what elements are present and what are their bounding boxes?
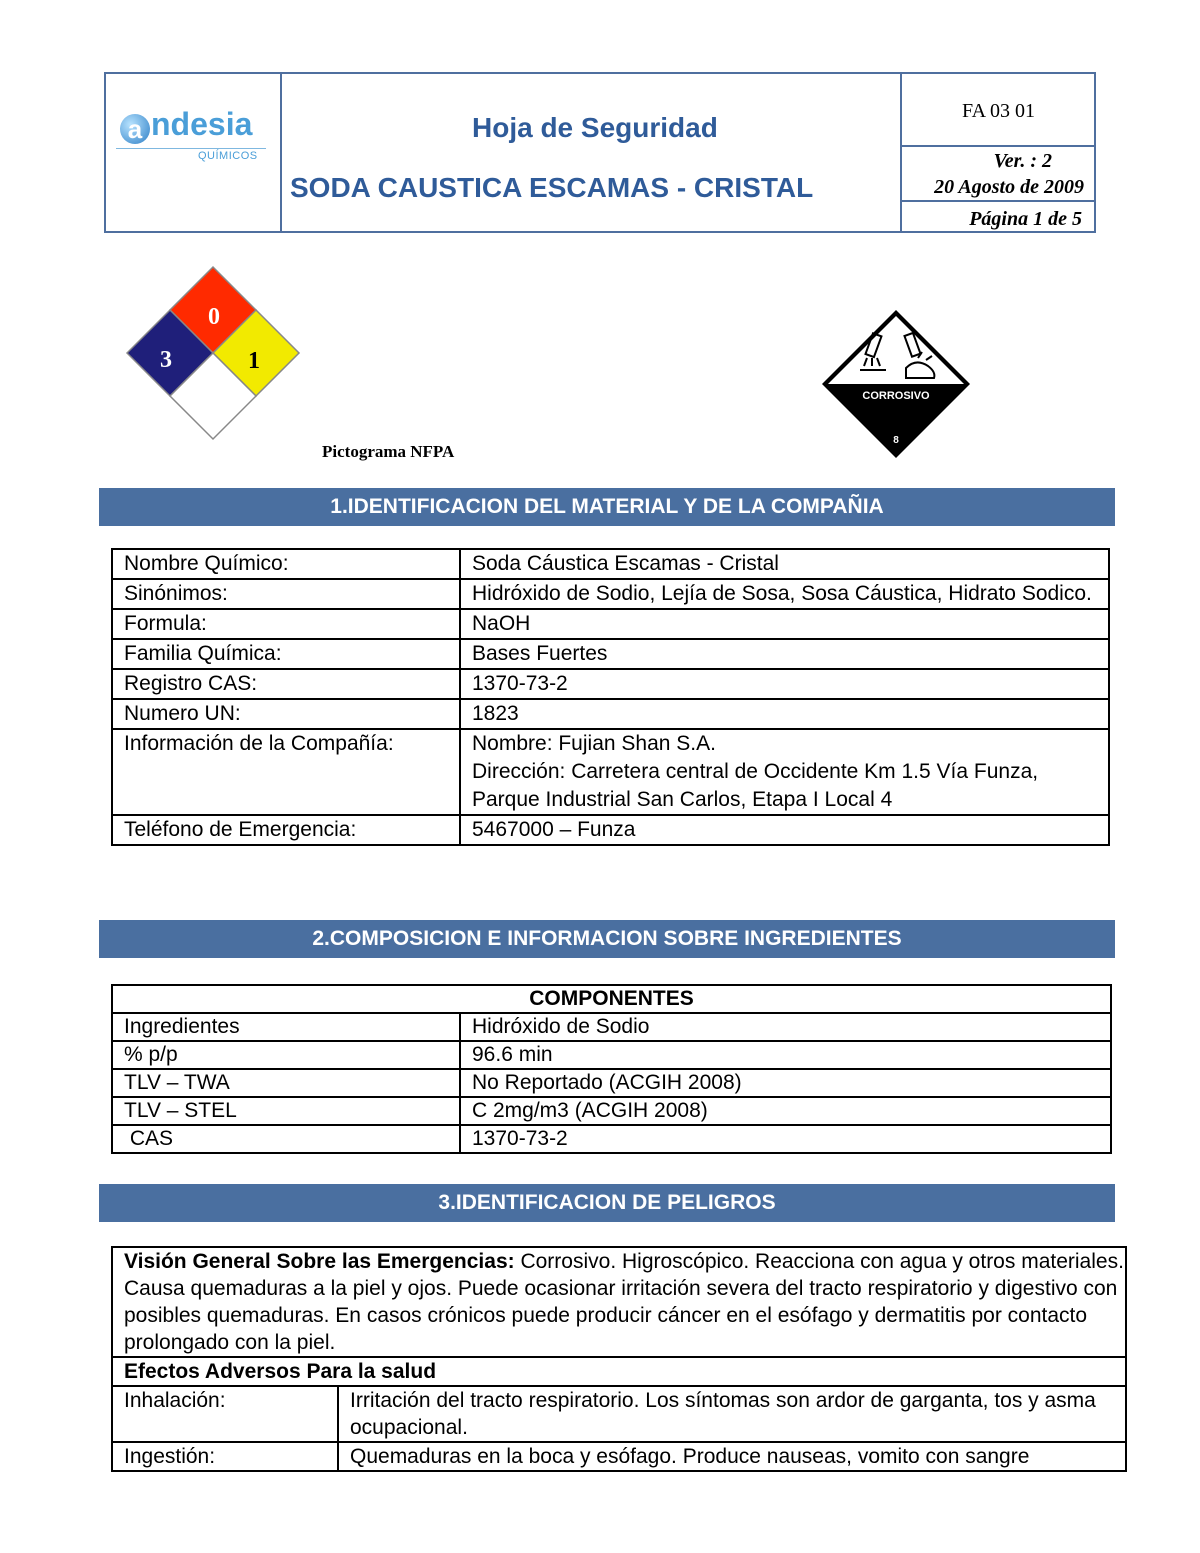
nfpa-reactivity-value: 1 [248, 348, 260, 374]
cell-value: Irritación del tracto respiratorio. Los síntomas son ardor de garganta, tos y asma ocupacional. [338, 1386, 1126, 1442]
cell-label: % p/p [112, 1041, 460, 1069]
section-2-header: 2.COMPOSICION E INFORMACION SOBRE INGREDIENTES [99, 920, 1115, 958]
cell-label: Sinónimos: [112, 579, 460, 609]
cell-value: Quemaduras en la boca y esófago. Produce nauseas, vomito con sangre [338, 1442, 1126, 1471]
page-number: Página 1 de 5 [969, 208, 1082, 230]
cell-label: Ingredientes [112, 1013, 460, 1041]
identification-table [111, 548, 1110, 846]
cell-value: Soda Cáustica Escamas - Cristal [460, 549, 1109, 579]
cell-label: Inhalación: [112, 1386, 338, 1442]
cell-value: 1370-73-2 [460, 1125, 1111, 1153]
emergency-overview-label: Visión General Sobre las Emergencias: [124, 1250, 515, 1273]
corrosive-hazard-icon [820, 308, 972, 460]
cell-value [460, 729, 1109, 815]
logo-underline [116, 148, 266, 149]
cell-value: Hidróxido de Sodio [460, 1013, 1111, 1041]
cell-label: Formula: [112, 609, 460, 639]
table-row [112, 1097, 1111, 1125]
cell-value: 1370-73-2 [460, 669, 1109, 699]
header-divider [280, 74, 282, 231]
cell-label: Numero UN: [112, 699, 460, 729]
cell-value: NaOH [460, 609, 1109, 639]
table-header-row [112, 985, 1111, 1013]
table-row [112, 579, 1109, 609]
table-row [112, 1069, 1111, 1097]
composition-table [111, 984, 1112, 1154]
table-row [112, 609, 1109, 639]
cell-label: Familia Química: [112, 639, 460, 669]
table-row [112, 1041, 1111, 1069]
table-row [112, 1386, 1126, 1442]
table-row [112, 1125, 1111, 1153]
document-title: Hoja de Seguridad [472, 112, 718, 143]
cell-value: C 2mg/m3 (ACGIH 2008) [460, 1097, 1111, 1125]
corrosive-label-text: CORROSIVO [862, 390, 930, 402]
header-divider [900, 145, 1094, 147]
table-row [112, 549, 1109, 579]
product-name: SODA CAUSTICA ESCAMAS - CRISTAL [290, 172, 814, 203]
cell-label: Ingestión: [112, 1442, 338, 1471]
table-row [112, 1013, 1111, 1041]
nfpa-diamond-icon [124, 265, 302, 443]
cell-label: CAS [112, 1125, 460, 1153]
section-1-header: 1.IDENTIFICACION DEL MATERIAL Y DE LA COMPAÑIA [99, 488, 1115, 526]
table-row [112, 1357, 1126, 1386]
health-effects-heading: Efectos Adversos Para la salud [112, 1357, 1126, 1386]
nfpa-caption: Pictograma NFPA [322, 442, 455, 461]
cell-value: Hidróxido de Sodio, Lejía de Sosa, Sosa Cáustica, Hidrato Sodico. [460, 579, 1109, 609]
hazards-table [111, 1246, 1127, 1472]
cell-value: 96.6 min [460, 1041, 1111, 1069]
header-divider [900, 200, 1094, 202]
cell-value: No Reportado (ACGIH 2008) [460, 1069, 1111, 1097]
section-3-header: 3.IDENTIFICACION DE PELIGROS [99, 1184, 1115, 1222]
header-divider [900, 74, 902, 231]
document-date: 20 Agosto de 2009 [934, 176, 1084, 198]
company-address: Dirección: Carretera central de Occidente Km 1.5 Vía Funza, [472, 760, 1039, 783]
table-row [112, 729, 1109, 815]
page-edge-mask [1127, 1240, 1200, 1480]
company-logo: a ndesia [120, 106, 252, 144]
company-address-2: Parque Industrial San Carlos, Etapa I Local 4 [472, 788, 893, 811]
cell-value: 1823 [460, 699, 1109, 729]
document-header [104, 72, 1096, 233]
nfpa-health-value: 3 [160, 347, 172, 373]
cell-label: TLV – STEL [112, 1097, 460, 1125]
cell-label: Registro CAS: [112, 669, 460, 699]
cell-label: TLV – TWA [112, 1069, 460, 1097]
table-row [112, 1247, 1126, 1357]
table-row [112, 669, 1109, 699]
table-row [112, 639, 1109, 669]
nfpa-flammability-value: 0 [208, 304, 220, 330]
hazard-class-number: 8 [893, 435, 899, 446]
table-row [112, 1442, 1126, 1471]
cell-value: 5467000 – Funza [460, 815, 1109, 845]
company-name: Nombre: Fujian Shan S.A. [472, 732, 716, 755]
emergency-overview [112, 1247, 1126, 1357]
document-code: FA 03 01 [962, 100, 1035, 122]
table-row [112, 815, 1109, 845]
cell-value: Bases Fuertes [460, 639, 1109, 669]
logo-subtitle: QUÍMICOS [198, 150, 258, 162]
composition-heading: COMPONENTES [112, 985, 1111, 1013]
cell-label: Teléfono de Emergencia: [112, 815, 460, 845]
table-row [112, 699, 1109, 729]
cell-label: Información de la Compañía: [112, 729, 460, 815]
cell-label: Nombre Químico: [112, 549, 460, 579]
document-version: Ver. : 2 [993, 150, 1052, 172]
emergency-overview-text: Corrosivo. Higroscópico. Reacciona con agua y otros materiales. Causa quemaduras a la piel y ojos. Puede ocasionar irritación severa del tracto respiratorio y digestivo con posibles quemaduras. En casos crónicos puede producir cáncer en el esófago y dermatitis por contacto prolongado con la piel. [124, 1250, 1124, 1354]
